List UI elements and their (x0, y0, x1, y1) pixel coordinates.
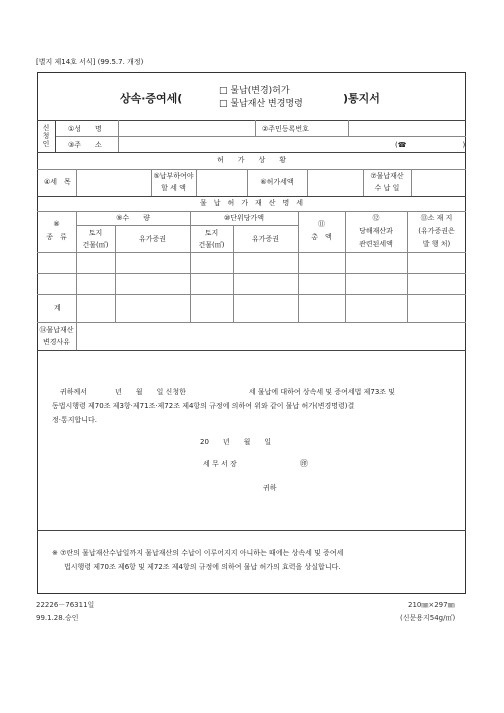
total-label-num: ⑪ (318, 220, 325, 228)
divider-row-3 (37, 294, 466, 295)
footer-code: 22226－76311일 (36, 601, 95, 609)
title-suffix: )통지서 (343, 92, 380, 105)
quantity-land-label: 토지 (88, 229, 103, 237)
property-section-title: 물 납 허 가 재 산 명 세 (199, 199, 304, 207)
quantity-label: ⑨수 량 (116, 214, 150, 222)
divider-applicant-mid (55, 136, 466, 137)
unit-price-securities-label: 유가증권 (251, 235, 280, 243)
location-label-3: 발 행 처) (422, 240, 451, 248)
divider-permit-title (37, 169, 466, 170)
permit-col-7 (411, 169, 412, 196)
location-label-2: (유가증권은 (418, 227, 455, 235)
type-label-num: ⑧ (53, 220, 60, 228)
change-reason-label-1: ⑭물납재산 (39, 326, 74, 334)
payment-date-label-1: ⑦물납재산 (370, 172, 404, 180)
tax-due-label-2: 할 세 액 (161, 184, 186, 192)
applicant-col-3 (348, 120, 349, 136)
tax-type-label: ④세 목 (44, 178, 71, 186)
seal-icon: ㊞ (300, 459, 308, 468)
unit-price-label: ⑩단위당가액 (223, 214, 265, 222)
id-label: ②주민등록번호 (262, 125, 309, 133)
applicant-col-1 (118, 120, 119, 152)
permit-section-title: 허 가 상 황 (216, 156, 287, 164)
notice-line-3: 정·통지합니다. (52, 416, 98, 424)
sum-label: 계 (54, 304, 61, 312)
divider-permit-end (37, 196, 466, 197)
applicant-col-2 (255, 120, 256, 136)
notice-date: 20 년 월 일 (200, 438, 272, 446)
property-col-3 (190, 211, 191, 322)
tax-office-label: 세 무 서 장 (203, 460, 237, 468)
divider-property-subhead (76, 225, 298, 226)
unit-price-building-label: 건물(㎡) (198, 241, 225, 249)
location-label-1: ⑬소 재 지 (420, 214, 453, 222)
recipient-label: 귀하 (263, 484, 277, 492)
name-label: ①성 명 (68, 125, 102, 133)
divider-title (37, 120, 466, 121)
tax-due-label-1: ⑤납부하여야 (153, 172, 194, 180)
reason-col (76, 322, 77, 350)
divider-sum (37, 322, 466, 323)
unit-price-land-label: 토지 (204, 229, 219, 237)
applicant-label: 신청인 (42, 124, 50, 148)
notice-line-1: 귀하께서 년 월 일 신청한 세 물납에 대하여 상속세 및 증여세법 제73조 및 (60, 388, 396, 396)
permit-col-5 (307, 169, 308, 196)
notice-line-2: 동법시행령 제70조 제3항·제71조·제72조 제4항의 규정에 의하여 위와 같이 물납 허가(변경명령)결 (52, 402, 355, 410)
related-label-num: ⑫ (372, 214, 380, 222)
change-reason-label-2: 변경사유 (42, 338, 71, 346)
address-label: ③주 소 (68, 141, 102, 149)
footer-paper: (신문용지54g/㎡) (400, 614, 456, 622)
type-label: 종 류 (46, 233, 67, 241)
title-option-change-order[interactable]: □ 물납재산 변경명령 (219, 99, 303, 109)
divider-property-title (37, 211, 466, 212)
note-line-2: 법시행령 제70조 제6항 및 제72조 제4항의 규정에 의하여 물납 허가의 효력을 상실합니다. (64, 563, 341, 571)
quantity-building-label: 건물(㎡) (82, 241, 109, 249)
title-option-permit[interactable]: □ 물납(변경)허가 (219, 86, 290, 96)
divider-note (37, 530, 466, 531)
permitted-amount-label: ⑥허가세액 (260, 178, 294, 186)
footer-approval: 99.1.28.승인 (36, 614, 79, 622)
divider-reason (37, 350, 466, 351)
divider-row-1 (37, 252, 466, 253)
form-frame (37, 72, 466, 594)
divider-row-2 (37, 273, 466, 274)
payment-date-label-2: 수 납 일 (374, 184, 400, 192)
phone-label: (☎ ) (395, 141, 466, 149)
permit-col-1 (76, 169, 77, 196)
applicant-label-col (55, 120, 56, 152)
quantity-securities-label: 유가증권 (138, 235, 167, 243)
total-label: 총 액 (311, 233, 332, 241)
form-header: [별지 제14호 서식] (99.5.7. 개정) (36, 58, 144, 66)
property-col-1 (76, 211, 77, 322)
footer-size: 210㎜×297㎜ (408, 601, 455, 609)
related-label-2: 관련된세액 (359, 240, 393, 248)
title-prefix: 상속·증여세( (120, 92, 183, 105)
permit-col-3 (196, 169, 197, 196)
divider-applicant-end (37, 152, 466, 153)
note-line-1: ※ ⑦란의 물납재산수납일까지 물납재산의 수납이 이루어지지 아니하는 때에는 상속세 및 증여세 (52, 549, 344, 557)
related-label-1: 당해재산과 (359, 227, 393, 235)
